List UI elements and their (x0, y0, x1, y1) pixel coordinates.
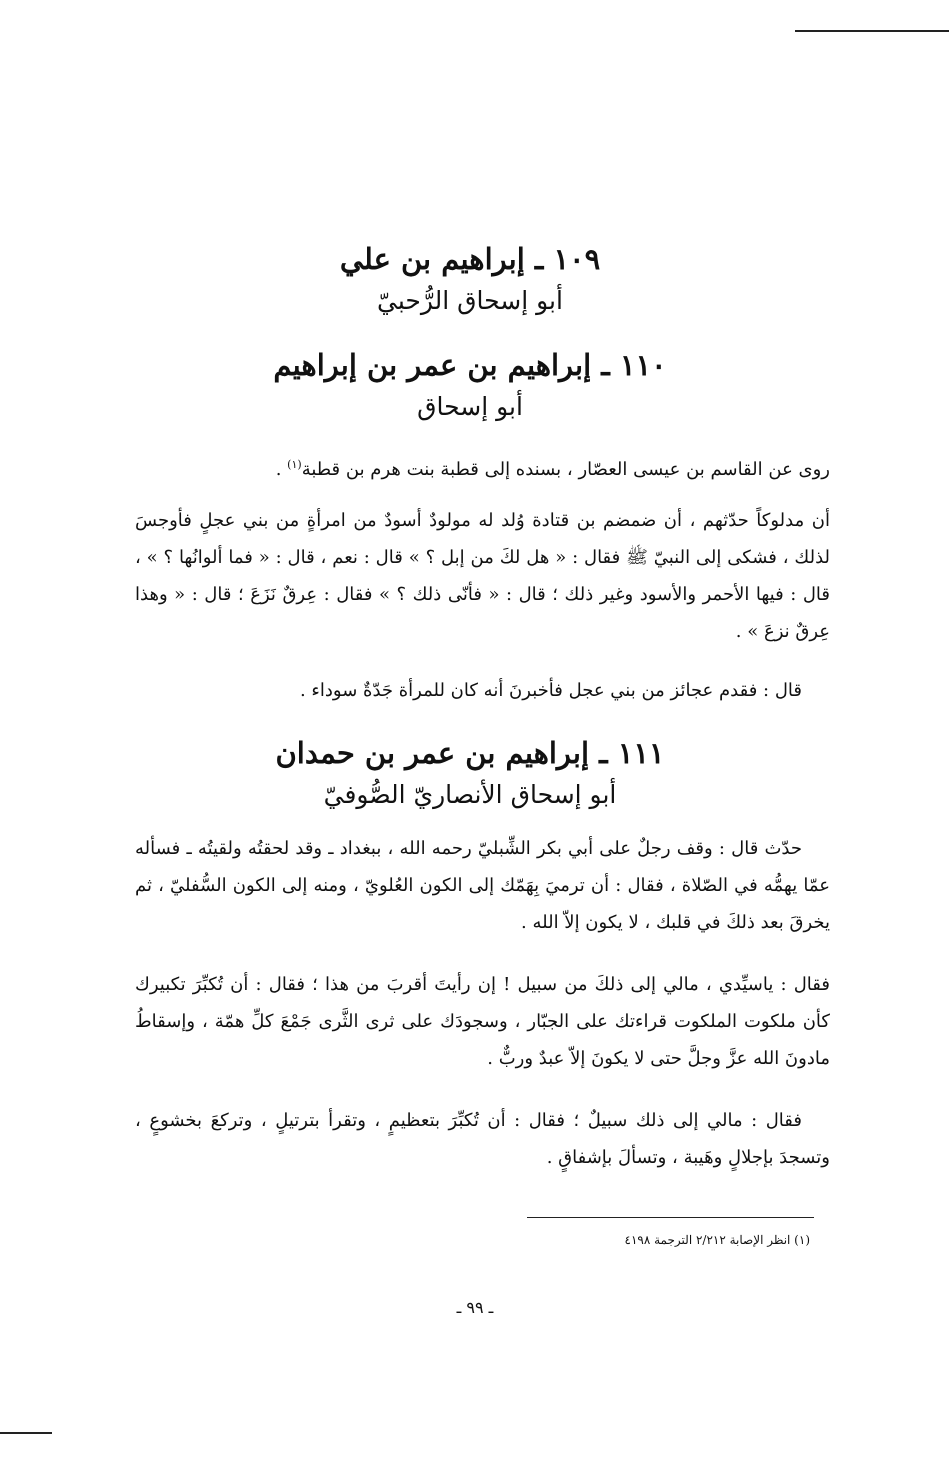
footnote-marker: (١) (287, 458, 302, 471)
entry-111-paragraph-1: حدّث قال : وقف رجلٌ على أبي بكر الشِّبليّ رحمه الله ، ببغداد ـ وقد لحقتُه ولقيتُه ـ فسأله عمّا يهمُّه في الصّلاة ، فقال : أن ترميَ بِهَمّك إلى الكون العُلويّ ، ومنه إلى الكون السُّفليّ ، ثم يخرقَ بعد ذلكَ في قلبك ، لا يكون إلاّ الله . (135, 838, 830, 933)
entry-110-paragraph-2: قال : فقدم عجائز من بني عجل فأخبرنَ أنه كان للمرأة جَدّةٌ سوداء . (299, 680, 802, 701)
entry-110-intro-text: روى عن القاسم بن عيسى العصّار ، بسنده إلى قطبة بنت هرم بن قطبة (301, 459, 830, 480)
entry-kunya-109: أبو إسحاق الرُّحبيّ (377, 286, 563, 315)
entry-110-intro-end: . (275, 459, 288, 480)
entry-heading-109: ١٠٩ ـ إبراهيم بن علي (339, 242, 601, 276)
entry-110-intro (135, 446, 830, 488)
scan-edge-line-top (795, 30, 949, 32)
footnote-separator (527, 1217, 814, 1218)
entry-heading-110: ١١٠ ـ إبراهيم بن عمر بن إبراهيم (273, 348, 667, 382)
scan-edge-line-bottom (0, 1432, 52, 1434)
entry-kunya-111: أبو إسحاق الأنصاريّ الصُّوفيّ (323, 780, 617, 809)
entry-kunya-110: أبو إسحاق (417, 392, 523, 421)
footnote: (١) انظر الإصابة ٢/٢١٢ الترجمة ٤١٩٨ (624, 1233, 810, 1247)
page-number: ـ ٩٩ ـ (456, 1298, 494, 1317)
entry-111-paragraph-3: فقال : مالي إلى ذلك سبيلٌ ؛ فقال : أن تُكبِّرَ بتعظيمٍ ، وتقرأ بترتيلٍ ، وتركعَ بخشوعٍ ، وتسجدَ بإجلالٍ وهَيبة ، وتسألَ بإشفاقٍ . (135, 1110, 830, 1168)
entry-111-paragraph-2: فقال : ياسيِّدي ، مالي إلى ذلكَ من سبيل ! إن رأيتَ أقربَ من هذا ؛ فقال : أن تُكبِّرَ تكبيرك كأن ملكوت الملكوت قراءتك على الجبّار ، وسجودَك على ثرى الثَّرى جَمْعَ كلِّ همّة ، وإسقاطُ مادونَ الله عزَّ وجلَّ حتى لا يكونَ إلاّ عبدٌ وربٌّ . (135, 974, 830, 1069)
entry-110-paragraph-1: أن مدلوكاً حدّثهم ، أن ضمضم بن قتادة وُلد له مولودٌ أسودٌ من امرأةٍ من بني عجلٍ فأوجسَ لذلك ، فشكى إلى النبيّ ﷺ فقال : « هل لكَ من إبل ؟ » قال : نعم ، قال : « فما ألوانُها ؟ » ، قال : فيها الأحمر والأسود وغير ذلك ؛ قال : « فأنّى ذلك ؟ » فقال : عِرقٌ نَزَعَ ؛ قال : « وهذا عِرقٌ نزعَ » . (135, 510, 830, 642)
entry-heading-111: ١١١ ـ إبراهيم بن عمر بن حمدان (275, 736, 665, 770)
